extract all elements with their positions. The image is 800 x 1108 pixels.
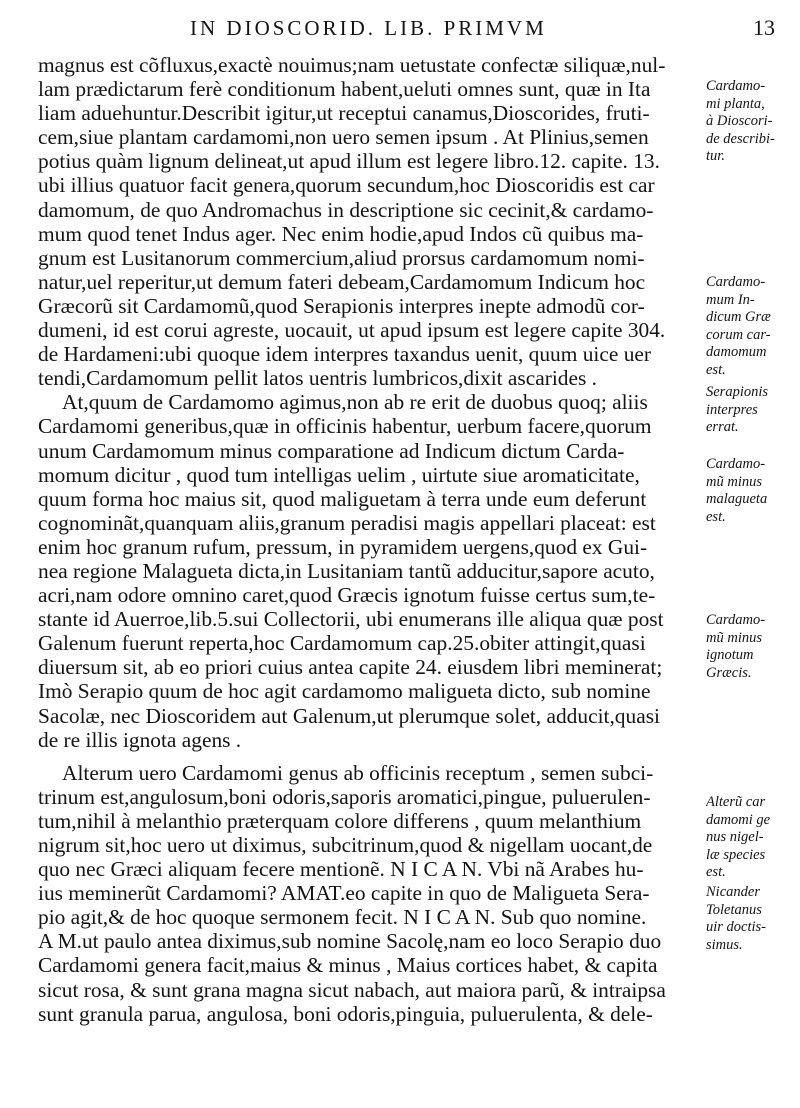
- paragraph-3: [38, 761, 700, 1026]
- note-line: Cardamo-: [706, 78, 766, 94]
- margin-note-nicander: [706, 884, 798, 954]
- text-line: lam prædictarum ferè conditionum habent,ueluti omnes sunt, quæ in Ita: [38, 77, 651, 102]
- text-line: pio agit,& de hoc quoque sermonem fecit. N I C A N. Sub quo nomine.: [38, 905, 647, 930]
- note-line: à Dioscori-: [706, 113, 773, 129]
- note-line: de describi-: [706, 130, 775, 147]
- text-line: stante id Auerroe,lib.5.sui Collectorii, ubi enumerans ille aliqua quæ post: [38, 607, 664, 632]
- text-line: Cardamomi generibus,quæ in officinis habentur, uerbum facere,quorum: [38, 414, 652, 439]
- text-line: tendi,Cardamomum pellit latos uentris lumbricos,dixit ascarides .: [38, 366, 598, 391]
- text-line: cognominãt,quanquam aliis,granum peradisi magis appellari placeat: est: [38, 510, 656, 535]
- margin-note-cardamomi-planta: [706, 78, 798, 166]
- note-line: malagueta: [706, 491, 768, 507]
- text-line: enim hoc granum rufum, pressum, in pyramidem uergens,quod ex Gui-: [38, 534, 648, 559]
- text-line: Imò Serapio quum de hoc agit cardamomo maligueta dicto, sub nomine: [38, 679, 651, 704]
- note-line: est.: [706, 508, 726, 525]
- margin-note-nigellae: [706, 794, 798, 882]
- text-line: unum Cardamomum minus comparatione ad Indicum dictum Carda-: [38, 438, 625, 463]
- note-line: Toletanus: [706, 901, 762, 918]
- note-line: nus nigel-: [706, 829, 764, 845]
- note-line: damomi ge: [706, 811, 771, 828]
- note-line: Cardamo-: [706, 456, 766, 472]
- text-line: de Hardameni:ubi quoque idem interpres taxandus uenit, quum uice uer: [38, 342, 652, 367]
- note-line: mi planta,: [706, 95, 765, 112]
- text-line: Sacolæ, nec Dioscoridem aut Galenum,ut plerumque solet, adducit,quasi: [38, 703, 660, 728]
- text-line: Galenum fuerunt reperta,hoc Cardamomum cap.25.obiter attingit,quasi: [38, 631, 646, 656]
- text-line: nigrum sit,hoc uero ut diximus, subcitrinum,quod & nigellam uocant,de: [38, 833, 653, 857]
- note-line: mũ minus: [706, 473, 762, 490]
- note-line: dicum Græ: [706, 309, 771, 325]
- text-line: tum,nihil à melanthio præterquam colore differens , quum melanthium: [38, 808, 642, 833]
- note-line: Græcis.: [706, 664, 752, 681]
- margin-note-cardamomum-indicum: [706, 274, 798, 379]
- text-line: cem,siue plantam cardamomi,non uero semen ipsum . At Plinius,semen: [38, 125, 649, 150]
- page-header: [0, 2, 800, 42]
- note-line: tur.: [706, 148, 725, 164]
- note-line: Alterũ car: [706, 794, 766, 810]
- text-line: dumeni, id est corui agreste, uocauit, ut apud ipsum est legere capite 304.: [38, 318, 666, 343]
- margin-note-malagueta: [706, 456, 798, 526]
- note-line: Nicander: [706, 884, 760, 900]
- text-line: nea regione Malagueta dicta,in Lusitaniam tantũ adducitur,sapore acuto,: [38, 558, 655, 583]
- text-line: Cardamomi genera facit,maius & minus , Maius cortices habet, & capita: [38, 953, 658, 978]
- text-line: gnum est Lusitanorum commercium,aliud prorsus cardamomum nomi-: [38, 245, 645, 270]
- note-line: simus.: [706, 936, 743, 953]
- note-line: est.: [706, 361, 726, 378]
- text-line: trinum est,angulosum,boni odoris,saporis aromatici,pingue, puluerulen-: [38, 784, 651, 809]
- text-line: Græcorũ sit Cardamomũ,quod Serapionis interpres inepte admodũ cor-: [38, 293, 645, 318]
- text-line: natur,uel reperitur,ut demum fateri debeam,Cardamomum Indicum hoc: [38, 269, 646, 294]
- note-line: Cardamo-: [706, 274, 766, 290]
- note-line: ignotum: [706, 647, 754, 663]
- text-line: damomum, de quo Andromachus in descriptione sic cecinit,& cardamo-: [38, 197, 654, 222]
- paragraph-1: [38, 53, 700, 390]
- text-line: quum forma hoc maius sit, quod maliguetam à terra unde eum deferunt: [38, 486, 647, 511]
- text-line: Alterum uero Cardamomi genus ab officinis receptum , semen subci-: [62, 760, 654, 785]
- main-text: [38, 53, 700, 1026]
- margin-note-serapionis: [706, 384, 798, 437]
- text-line: de re illis ignota agens .: [38, 727, 242, 752]
- running-head: IN DIOSCORID. LIB. PRIMVM: [190, 16, 547, 40]
- paragraph-gap: [38, 752, 700, 761]
- note-line: læ species: [706, 846, 766, 863]
- margin-note-ignotum-graecis: [706, 612, 798, 682]
- note-line: Cardamo-: [706, 612, 766, 628]
- note-line: uir doctis-: [706, 919, 767, 935]
- text-line: ius meminerũt Cardamomi? AMAT.eo capite in quo de Maligueta Sera-: [38, 881, 650, 906]
- text-line: ubi illius quatuor facit genera,quorum secundum,hoc Dioscoridis est car: [38, 173, 655, 198]
- note-line: Serapionis: [706, 384, 769, 400]
- text-line: sunt granula parua, angulosa, boni odoris,pinguia, puluerulenta, & dele-: [38, 1001, 653, 1026]
- text-line: liam aduehuntur.Describit igitur,ut receptui canamus,Dioscorides, fruti-: [38, 101, 650, 126]
- text-line: acri,nam odore omnino caret,quod Græcis ignotum fuisse certus sum,te-: [38, 583, 656, 608]
- text-line: quo nec Græci aliquam fecere mentionẽ. N I C A N. Vbi nã Arabes hu-: [38, 857, 644, 882]
- text-line: diuersum sit, ab eo priori cuius antea capite 24. eiusdem libri meminerat;: [38, 655, 663, 680]
- text-line: potius quàm lignum delineat,ut apud illum est legere libro.12. capite. 13.: [38, 149, 660, 174]
- note-line: damomum: [706, 344, 767, 360]
- note-line: mum In-: [706, 291, 755, 308]
- text-line: mum quod tenet Indus ager. Nec enim hodie,apud Indos cũ quibus ma-: [38, 221, 644, 246]
- note-line: est.: [706, 864, 726, 880]
- text-line: At,quum de Cardamomo agimus,non ab re erit de duobus quoq; aliis: [62, 390, 648, 415]
- text-line: A M.ut paulo antea diximus,sub nomine Sacolę,nam eo loco Serapio duo: [38, 929, 662, 954]
- note-line: errat.: [706, 419, 739, 435]
- note-line: interpres: [706, 401, 758, 418]
- text-line: magnus est cõfluxus,exactè nouimus;nam uetustate confectæ siliquæ,nul-: [38, 53, 666, 77]
- text-line: sicut rosa, & sunt grana magna sicut nabach, aut maiora parũ, & intraipsa: [38, 977, 666, 1002]
- page-number: 13: [753, 15, 775, 40]
- note-line: mũ minus: [706, 629, 762, 646]
- paragraph-2: [38, 390, 700, 751]
- text-line: momum dicitur , quod tum intelligas uelim , uirtute siue aromaticitate,: [38, 462, 640, 487]
- note-line: corum car-: [706, 326, 771, 343]
